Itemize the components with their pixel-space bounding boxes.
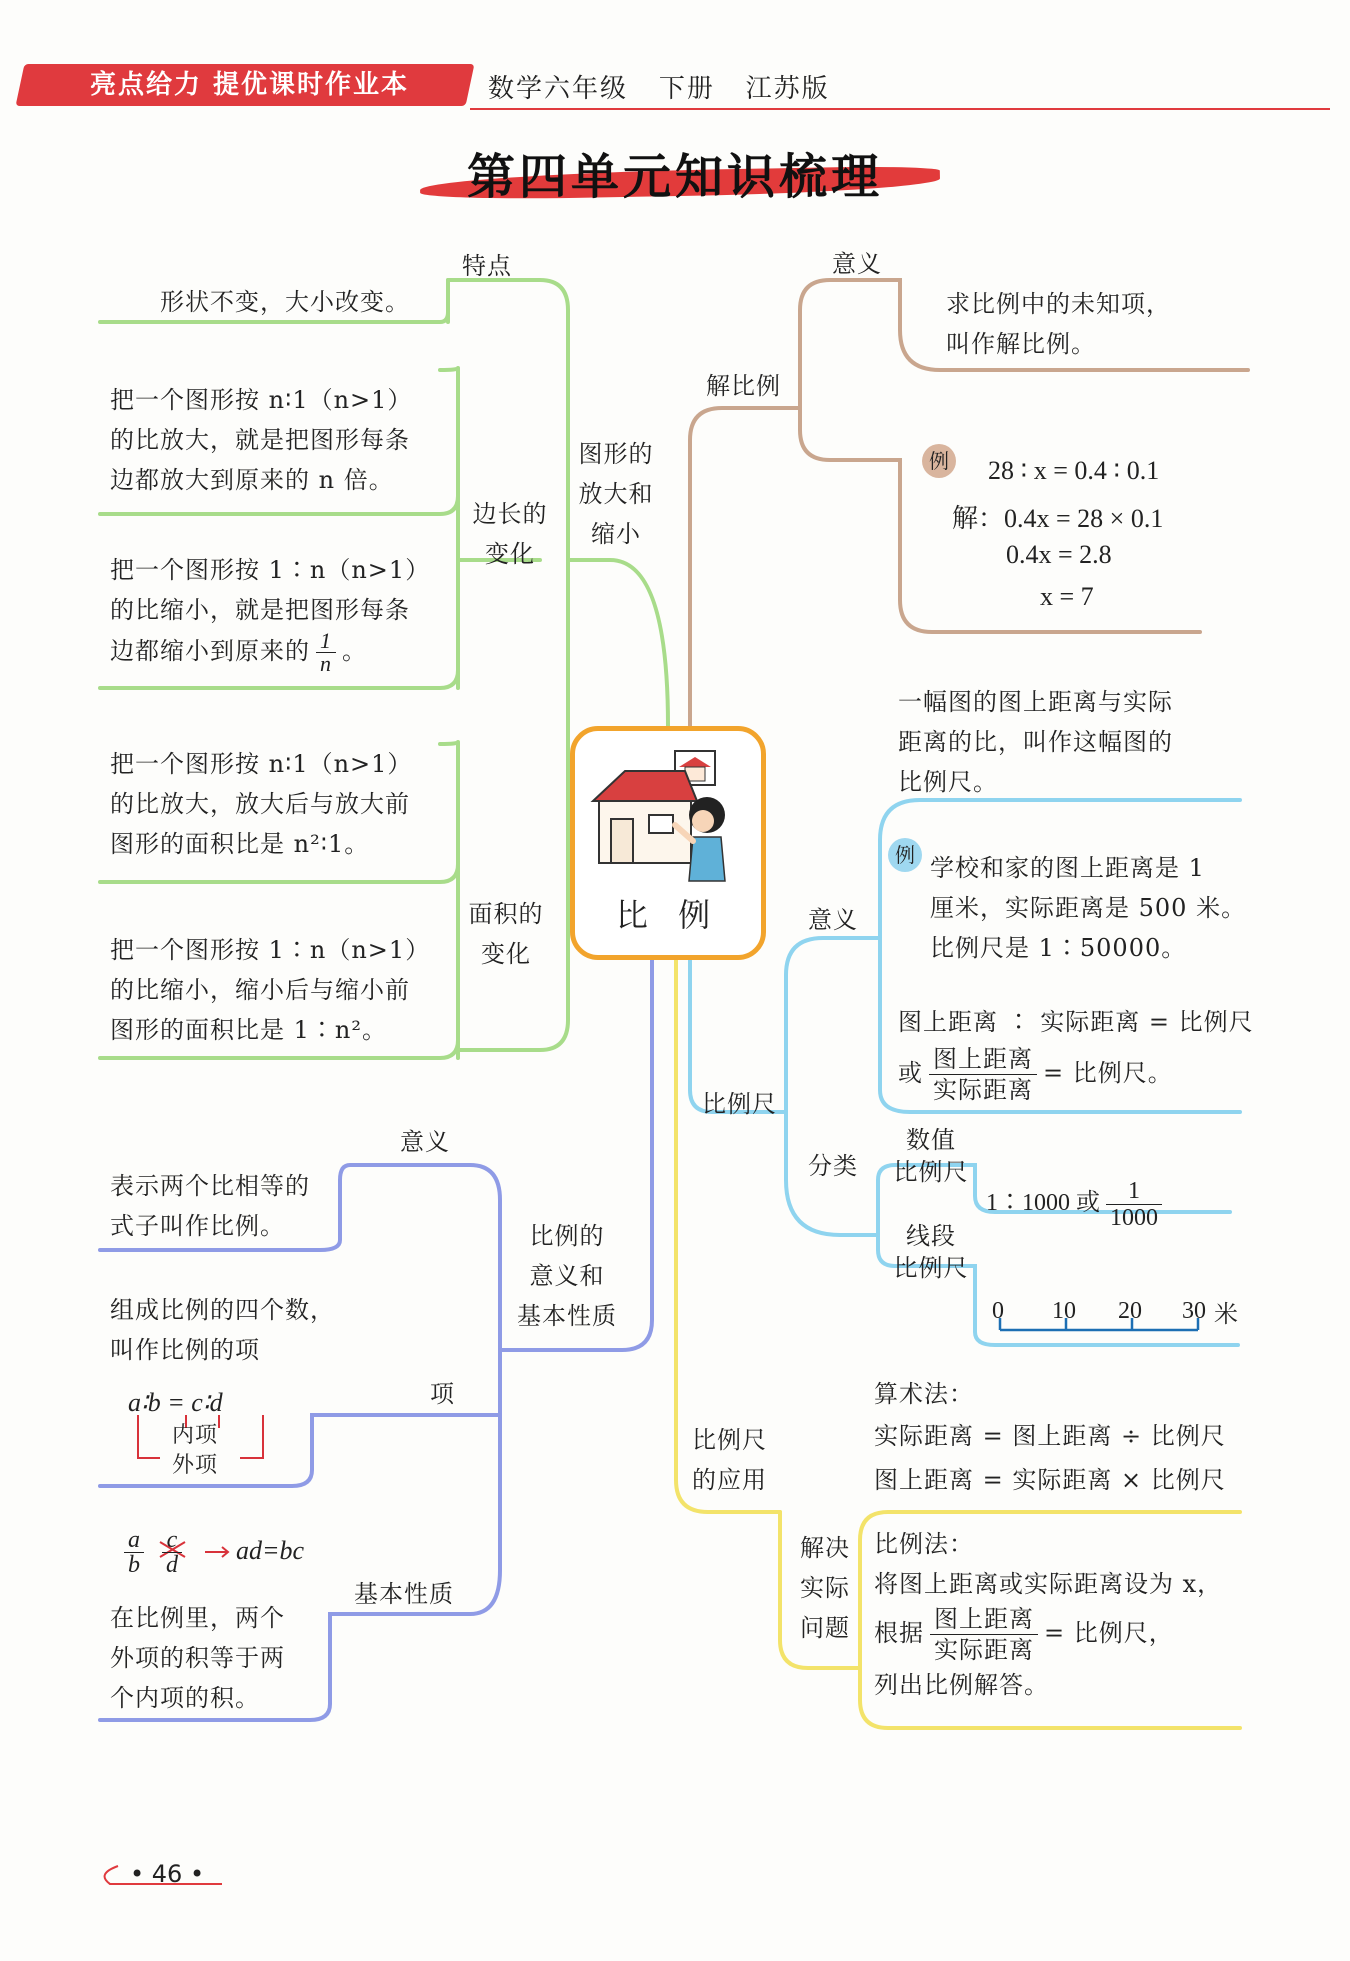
text-line: 式子叫作比例。 bbox=[110, 1212, 285, 1240]
label-line: 比例尺 bbox=[893, 1158, 969, 1186]
branch-line: 的应用 bbox=[692, 1466, 767, 1494]
text-line: 边都缩小到原来的 bbox=[110, 637, 310, 665]
fraction-numerator: 图上距离 bbox=[930, 1604, 1038, 1635]
example-badge: 例 bbox=[922, 444, 956, 478]
label-side-change-line: 边长的 bbox=[472, 500, 548, 528]
formula-suffix: = 比例尺。 bbox=[1043, 1059, 1173, 1087]
branch-figure-scale-line: 图形的 bbox=[578, 440, 654, 468]
branch-figure-scale bbox=[572, 434, 660, 554]
subject-info bbox=[488, 68, 830, 110]
ruler-tick-30: 30 bbox=[1182, 1298, 1206, 1324]
fraction-numerator: 1 bbox=[316, 630, 336, 653]
label-area-change bbox=[460, 894, 552, 974]
example-line-2: 解：0.4x = 28 × 0.1 bbox=[952, 504, 1164, 533]
label-line: 数值 bbox=[906, 1126, 956, 1154]
label-solve-problems bbox=[798, 1528, 852, 1648]
method-title: 比例法： bbox=[874, 1530, 974, 1558]
branch-line: 意义和 bbox=[529, 1262, 605, 1290]
ad-bc-formula: ad=bc bbox=[236, 1536, 305, 1565]
label-yiyi-proportion: 意义 bbox=[400, 1128, 450, 1156]
fraction-denominator: b bbox=[128, 1552, 140, 1578]
fraction-denominator: 1000 bbox=[1110, 1205, 1158, 1231]
fraction-1-1000 bbox=[1106, 1178, 1162, 1231]
numeric-scale-value bbox=[986, 1178, 1168, 1231]
label-side-change bbox=[468, 494, 552, 574]
text-line: 把一个图形按 1∶n（n>1） bbox=[110, 936, 431, 964]
label-area-change-line: 变化 bbox=[481, 940, 531, 968]
text-line: 组成比例的四个数， bbox=[110, 1296, 335, 1324]
text-line: 把一个图形按 1∶n（n>1） bbox=[110, 556, 431, 584]
example-line-1: 28 ∶ x = 0.4 ∶ 0.1 bbox=[988, 456, 1160, 485]
text-line: 叫作比例的项 bbox=[110, 1336, 260, 1364]
ruler-tick-0: 0 bbox=[992, 1298, 1004, 1324]
label-xiang: 项 bbox=[430, 1380, 455, 1408]
fraction-denominator: 实际距离 bbox=[933, 1076, 1033, 1104]
side-enlarge-text bbox=[110, 380, 412, 500]
label-yiyi-solve: 意义 bbox=[832, 250, 882, 278]
text-line: 在比例里，两个 bbox=[110, 1604, 285, 1632]
text-line: 图形的面积比是 1∶n²。 bbox=[110, 1016, 387, 1044]
text-line: 距离的比，叫作这幅图的 bbox=[898, 728, 1173, 756]
text-line: 列出比例解答。 bbox=[874, 1671, 1049, 1699]
label-basic-property: 基本性质 bbox=[354, 1580, 454, 1608]
text-line: 将图上距离或实际距离设为 x， bbox=[874, 1570, 1223, 1598]
scale-formula-2 bbox=[898, 1044, 1173, 1105]
method-title: 算术法： bbox=[874, 1380, 974, 1408]
fraction-denominator: d bbox=[166, 1552, 178, 1578]
branch-proportion-meaning bbox=[512, 1216, 622, 1336]
label-numeric-scale bbox=[890, 1124, 972, 1188]
text-line: 求比例中的未知项， bbox=[946, 290, 1171, 318]
proportion-terms-text bbox=[110, 1290, 335, 1370]
ruler-tick-10: 10 bbox=[1052, 1298, 1076, 1324]
distance-fraction bbox=[930, 1604, 1038, 1665]
text-line: 厘米，实际距离是 500 米。 bbox=[930, 894, 1247, 922]
text-line: 图形的面积比是 n²∶1。 bbox=[110, 830, 370, 858]
fraction-c-d bbox=[162, 1528, 182, 1577]
basic-property-text bbox=[110, 1598, 285, 1718]
scale-formula-1: 图上距离 ∶ 实际距离 = 比例尺 bbox=[898, 1008, 1254, 1036]
center-label: 比 例 bbox=[615, 896, 721, 934]
label-area-change-line: 面积的 bbox=[468, 900, 544, 928]
text-line: 边都放大到原来的 n 倍。 bbox=[110, 466, 394, 494]
fraction-denominator: 实际距离 bbox=[934, 1636, 1034, 1664]
outer-term-label: 外项 bbox=[172, 1453, 219, 1478]
text-line: 比例尺是 1∶50000。 bbox=[930, 934, 1187, 962]
ratio-formula-line bbox=[874, 1604, 1222, 1665]
header-rule bbox=[470, 108, 1330, 110]
text-line: 的比缩小，缩小后与缩小前 bbox=[110, 976, 410, 1004]
formula-prefix: 根据 bbox=[874, 1619, 924, 1647]
ruler-tick-20: 20 bbox=[1118, 1298, 1142, 1324]
solve-meaning-text bbox=[946, 284, 1171, 364]
text-line: 表示两个比相等的 bbox=[110, 1172, 310, 1200]
ruler-unit: 米 bbox=[1214, 1300, 1239, 1328]
arithmetic-method bbox=[874, 1374, 1226, 1502]
branch-figure-scale-line: 缩小 bbox=[591, 520, 641, 548]
fraction-numerator: 图上距离 bbox=[929, 1044, 1037, 1075]
proportion-meaning-text bbox=[110, 1166, 310, 1246]
text-line: 图上距离 = 实际距离 × 比例尺 bbox=[874, 1466, 1226, 1494]
label-yiyi-scale: 意义 bbox=[808, 906, 858, 934]
area-enlarge-text bbox=[110, 744, 412, 864]
terms-formula: a∶b = c∶d bbox=[128, 1388, 223, 1417]
branch-line: 基本性质 bbox=[517, 1302, 617, 1330]
brand-title: 亮点给力 提优课时作业本 bbox=[90, 70, 410, 100]
text-line: 的比缩小，就是把图形每条 bbox=[110, 596, 410, 624]
distance-fraction bbox=[929, 1044, 1037, 1105]
branch-figure-scale-line: 放大和 bbox=[578, 480, 654, 508]
scale-definition bbox=[898, 682, 1173, 802]
fraction-a-b bbox=[124, 1528, 144, 1577]
side-shrink-text bbox=[110, 550, 430, 675]
label-line: 解决 bbox=[800, 1534, 850, 1562]
label-tedian: 特点 bbox=[462, 252, 512, 280]
fraction-numerator: c bbox=[162, 1528, 182, 1553]
house-girl-illustration bbox=[575, 731, 761, 891]
ratio-method bbox=[874, 1524, 1222, 1705]
text-line: 的比放大，放大后与放大前 bbox=[110, 790, 410, 818]
area-shrink-text bbox=[110, 930, 430, 1050]
label-side-change-line: 变化 bbox=[485, 540, 535, 568]
text-line: 一幅图的图上距离与实际 bbox=[898, 688, 1173, 716]
text-line: 把一个图形按 n∶1（n>1） bbox=[110, 750, 413, 778]
text-line: 实际距离 = 图上距离 ÷ 比例尺 bbox=[874, 1422, 1226, 1450]
formula-prefix: 或 bbox=[898, 1059, 923, 1087]
branch-scale: 比例尺 bbox=[702, 1090, 777, 1118]
inner-term-label: 内项 bbox=[172, 1423, 219, 1448]
scale-example-text bbox=[930, 848, 1246, 968]
example-badge: 例 bbox=[888, 838, 922, 872]
fraction-1-n bbox=[316, 630, 336, 675]
text-line: 个内项的积。 bbox=[110, 1684, 260, 1712]
label-classification: 分类 bbox=[808, 1152, 858, 1180]
text-line: 比例尺。 bbox=[898, 768, 998, 796]
text-line: 把一个图形按 n∶1（n>1） bbox=[110, 386, 413, 414]
branch-scale-application bbox=[692, 1420, 784, 1500]
label-line: 实际 bbox=[800, 1574, 850, 1602]
text-line: 的比放大，就是把图形每条 bbox=[110, 426, 410, 454]
volume: 下册 bbox=[658, 74, 715, 104]
numeric-value: 1∶1000 或 bbox=[986, 1190, 1100, 1217]
edition: 江苏版 bbox=[745, 74, 830, 104]
fraction-numerator: a bbox=[124, 1528, 144, 1553]
tedian-text: 形状不变，大小改变。 bbox=[160, 288, 410, 316]
property-formula bbox=[118, 1528, 188, 1577]
branch-solve-proportion: 解比例 bbox=[706, 372, 781, 400]
branch-line: 比例的 bbox=[529, 1222, 605, 1250]
page-number: • 46 • bbox=[130, 1860, 205, 1888]
branch-line: 比例尺 bbox=[692, 1426, 767, 1454]
text-line: 叫作解比例。 bbox=[946, 330, 1096, 358]
label-segment-scale bbox=[890, 1220, 972, 1284]
text-line: 外项的积等于两 bbox=[110, 1644, 285, 1672]
example-badge-scale bbox=[888, 838, 922, 872]
example-line-3: 0.4x = 2.8 bbox=[1006, 540, 1112, 569]
fraction-numerator: 1 bbox=[1106, 1178, 1162, 1205]
text-line: 学校和家的图上距离是 1 bbox=[930, 854, 1205, 882]
page-title: 第四单元知识梳理 bbox=[466, 149, 883, 205]
example-badge-solve bbox=[922, 444, 956, 478]
label-line: 比例尺 bbox=[893, 1254, 969, 1282]
subject: 数学六年级 bbox=[488, 74, 629, 104]
label-line: 线段 bbox=[906, 1222, 956, 1250]
label-line: 问题 bbox=[800, 1614, 850, 1642]
fraction-denominator: n bbox=[320, 651, 332, 676]
formula-suffix: = 比例尺， bbox=[1044, 1619, 1174, 1647]
example-line-4: x = 7 bbox=[1040, 582, 1094, 611]
text-line-with-fraction: 边都缩小到原来的 $\frac{1}{n}$ 。 bbox=[110, 628, 367, 676]
